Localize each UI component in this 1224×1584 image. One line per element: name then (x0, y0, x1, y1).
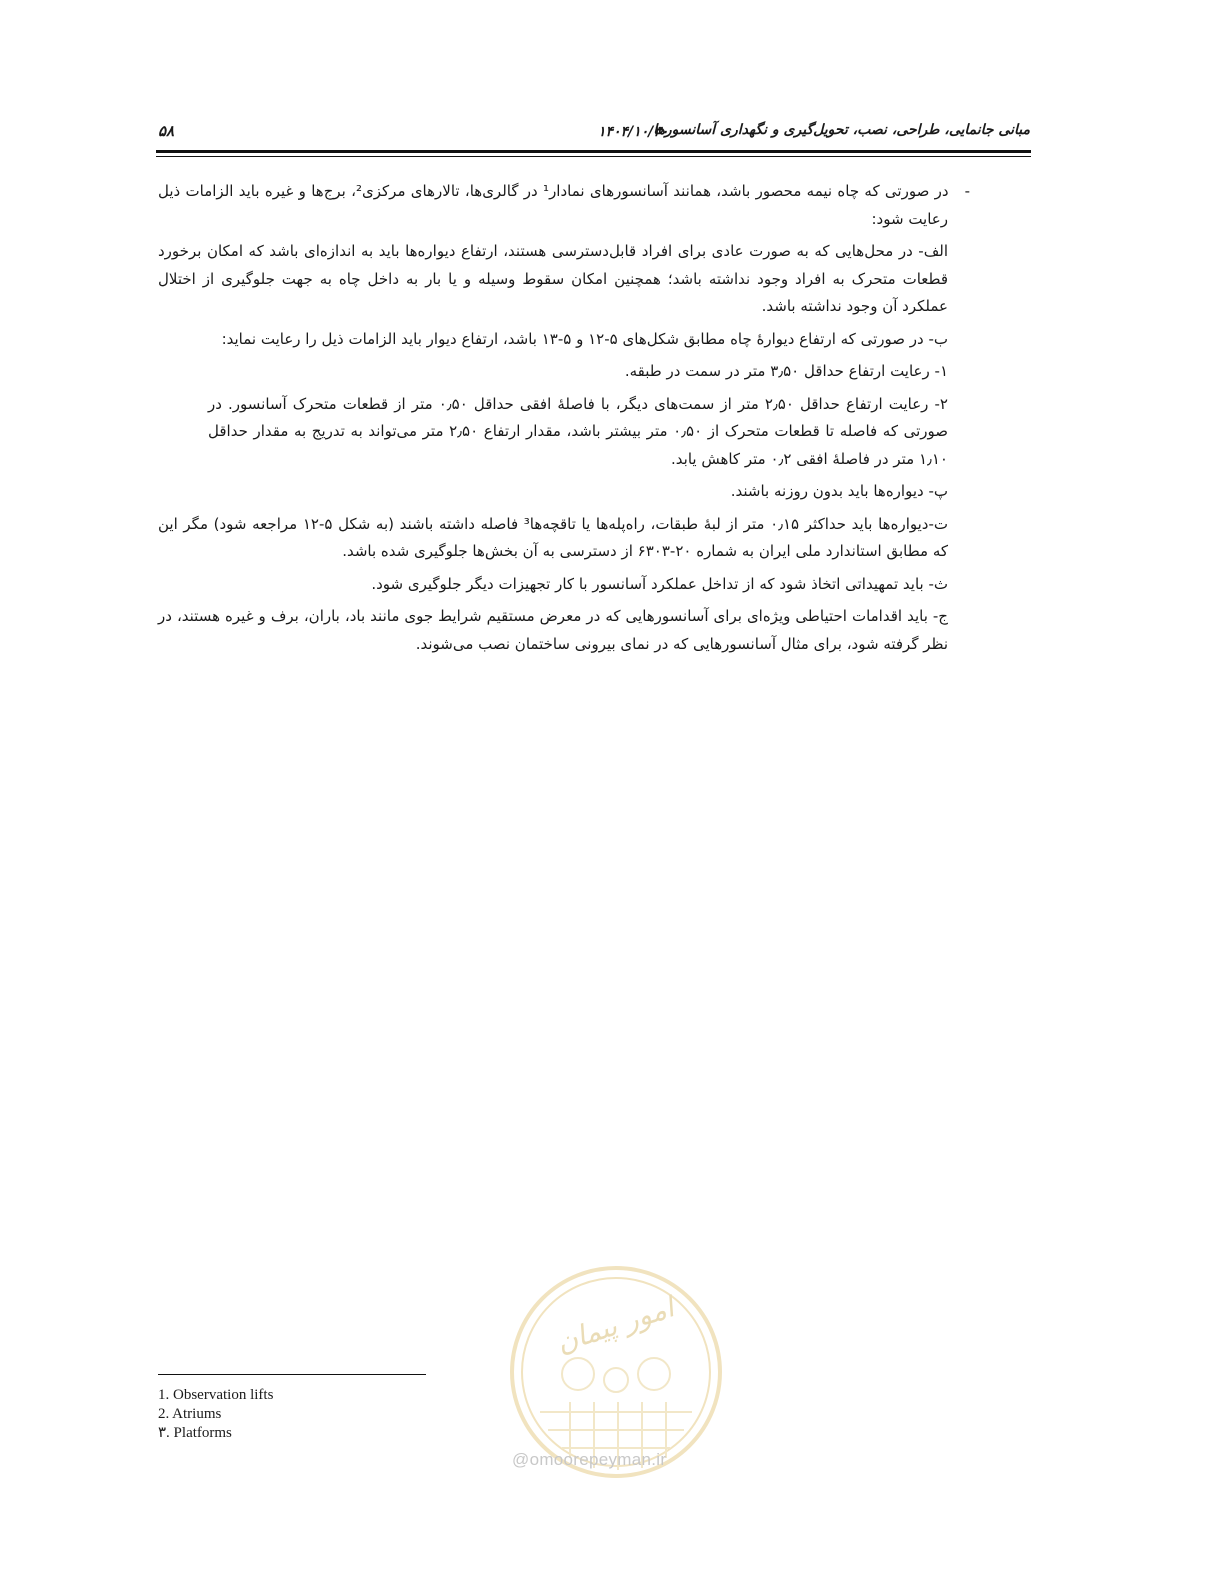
page-number: ۵۸ (158, 122, 175, 140)
paragraph-pe: پ- دیواره‌ها باید بدون روزنه باشند. (730, 482, 948, 500)
list-item-1: ۱- رعایت ارتفاع حداقل ۳٫۵۰ متر در سمت در طبقه. (624, 362, 948, 380)
header-rule-thick (156, 150, 1031, 153)
paragraph-te: ت-دیواره‌ها باید حداکثر ۰٫۱۵ متر از لبۀ طبقات، راه‌پله‌ها یا تاقچه‌ها³ فاصله داشته باشند (به شکل ۵-۱۲ مراجعه شود) مگر این که مطابق استاندارد ملی ایران به شماره ۲۰-۶۳۰۳ از دسترسی به آن بخش‌ها جلوگیری شده باشد. (158, 514, 948, 560)
footnotes (158, 1386, 273, 1443)
footnote-1: 1. Observation lifts (158, 1387, 274, 1403)
header-title: مبانی جانمایی، طراحی، نصب، تحویل‌گیری و نگهداری آسانسورها (653, 122, 1030, 138)
paragraph-bullet: -در صورتی که چاه نیمه محصور باشد، همانند آسانسورهای نمادار¹ در گالری‌ها، تالارهای مرکزی²، برج‌ها و غیره باید الزامات ذیل رعایت شود: (158, 178, 948, 233)
footnote-rule (158, 1374, 426, 1375)
paragraph-se: ث- باید تمهیداتی اتخاذ شود که از تداخل عملکرد آسانسور با کار تجهیزات دیگر جلوگیری شود. (371, 574, 948, 593)
paragraph-jim: ج- باید اقدامات احتیاطی ویژه‌ای برای آسانسورهایی که در معرض مستقیم شرایط جوی مانند باد، باران، برف و غیره هستند، در نظر گرفته شود، برای مثال آسانسورهایی که در نمای بیرونی ساختمان نصب می‌شوند. (158, 607, 948, 653)
watermark-site: @omoorepeyman.ir (512, 1450, 667, 1469)
paragraph-alef: الف- در محل‌هایی که به صورت عادی برای افراد قابل‌دسترسی هستند، ارتفاع دیواره‌ها باید به اندازه‌ای باشد که امکان برخورد قطعات متحرک به افراد وجود نداشته باشد؛ همچنین امکان سقوط وسیله و یا بار به داخل چاه به جهت جلوگیری از اختلال عملکرد آن وجود نداشته باشد. (158, 242, 948, 315)
header-rule-thin (156, 156, 1031, 157)
header-date: ۱۴۰۴/۱۰/۳۰ (598, 124, 669, 140)
page-header (158, 118, 1030, 152)
body-text (158, 178, 970, 663)
paragraph-be: ب- در صورتی که ارتفاع دیوارۀ چاه مطابق شکل‌های ۵-۱۲ و ۵-۱۳ باشد، ارتفاع دیوار باید الزامات ذیل را رعایت نماید: (221, 329, 948, 348)
footnote-2: 2. Atriums (158, 1406, 222, 1422)
svg-text:امور پیمان: امور پیمان (552, 1290, 678, 1360)
list-item-2: ۲- رعایت ارتفاع حداقل ۲٫۵۰ متر از سمت‌های دیگر، با فاصلۀ افقی حداقل ۰٫۵۰ متر از قطعات متحرک آسانسور. در صورتی که فاصله تا قطعات متحرک از ۰٫۵۰ متر بیشتر باشد، مقدار ارتفاع ۲٫۵۰ متر می‌تواند به تدریج به مقدار حداقل ۱٫۱۰ متر در فاصلۀ افقی ۰٫۲ متر کاهش یابد. (208, 394, 948, 468)
bullet-dash: - (964, 182, 970, 200)
footnote-3: ۳. Platforms (158, 1425, 232, 1441)
